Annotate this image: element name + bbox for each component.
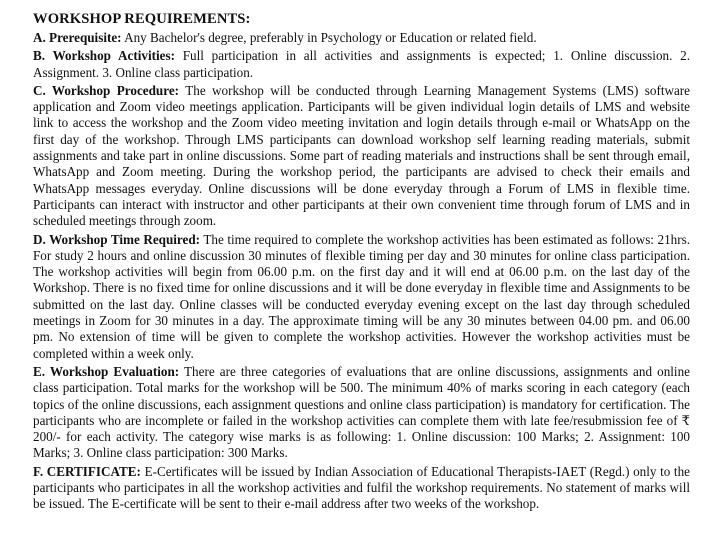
section-workshop-activities: [33, 48, 690, 81]
section-text: Any Bachelor's degree, preferably in Psychology or Education or related field.: [124, 30, 537, 45]
section-text: There are three categories of evaluations that are online discussions, assignments and online class participation. Total marks for the workshop will be 500. The minimum 40% of marks scoring in each category (each topics of the online discussions, each assignment questions and online class participation) is mandatory for certification. The participants who are incomplete or failed in the workshop activities can complete them with late fee/resubmission fee of ₹ 200/- for each activity. The category wise marks is as following: 1. Online discussion: 100 Marks; 2. Assignment: 100 Marks; 3. Online class participation: 300 Marks.: [33, 363, 690, 461]
section-workshop-time-required: [33, 232, 690, 362]
section-label: B. Workshop Activities:: [33, 48, 175, 64]
section-prerequisite: [33, 30, 690, 46]
section-text: The workshop will be conducted through Learning Management Systems (LMS) software application and Zoom video meetings application. Participants will be given individual login details of LMS and website link to access the workshop and the Zoom video meeting invitation and login details through e-mail or WhatsApp on the first day of the workshop. Through LMS participants can download workshop self learning reading materials, submit assignments and take part in online discussions. Some part of reading materials and instructions shall be sent through email, WhatsApp and Zoom meeting. During the workshop period, the participants are advised to check their emails and WhatsApp messages everyday. Online discussions will be done everyday through a Forum of LMS in flexible time. Participants can interact with instructor and other participants at their own convenient time through forum of LMS and in scheduled meetings through zoom.: [33, 82, 691, 229]
section-label: D. Workshop Time Required:: [33, 231, 201, 247]
document: [33, 6, 690, 515]
section-workshop-procedure: [33, 83, 690, 230]
section-text: E-Certificates will be issued by Indian Association of Educational Therapists-IAET (Regd.) only to the participants who participates in all the workshop activities and fulfil the workshop requirements. No statement of marks will be issued. The E-certificate will be sent to their e-mail address after two weeks of the workshop.: [33, 463, 690, 512]
section-text: The time required to complete the workshop activities has been estimated as follows: 21hrs. For study 2 hours and online discussion 30 minutes of flexible timing per day and 30 minutes for online class participation. The workshop activities will begin from 06.00 p.m. on the first day and it will end at 06.00 p.m. on the last day of the Workshop. There is no fixed time for online discussions and it will be done everyday in flexible time and Assignments to be submitted on the last day. Online classes will be conducted everyday evening except on the last day through scheduled meetings in Zoom for 30 minutes in a day. The approximate timing will be any 30 minutes between 04.00 pm. and 06.00 pm. No extension of time will be given to complete the workshop activities. However the workshop activities must be completed within a week only.: [33, 231, 690, 361]
section-label: A. Prerequisite:: [33, 30, 122, 45]
section-certificate: [33, 464, 690, 513]
section-label: E. Workshop Evaluation:: [33, 363, 180, 379]
section-workshop-evaluation: [33, 364, 690, 462]
section-text: Full participation in all activities and assignments is expected; 1. Online discussion. 2. Assignment. 3. Online class participation.: [33, 48, 690, 80]
document-title: WORKSHOP REQUIREMENTS:: [33, 11, 251, 27]
section-label: C. Workshop Procedure:: [33, 82, 180, 98]
section-label: F. CERTIFICATE:: [33, 463, 141, 479]
